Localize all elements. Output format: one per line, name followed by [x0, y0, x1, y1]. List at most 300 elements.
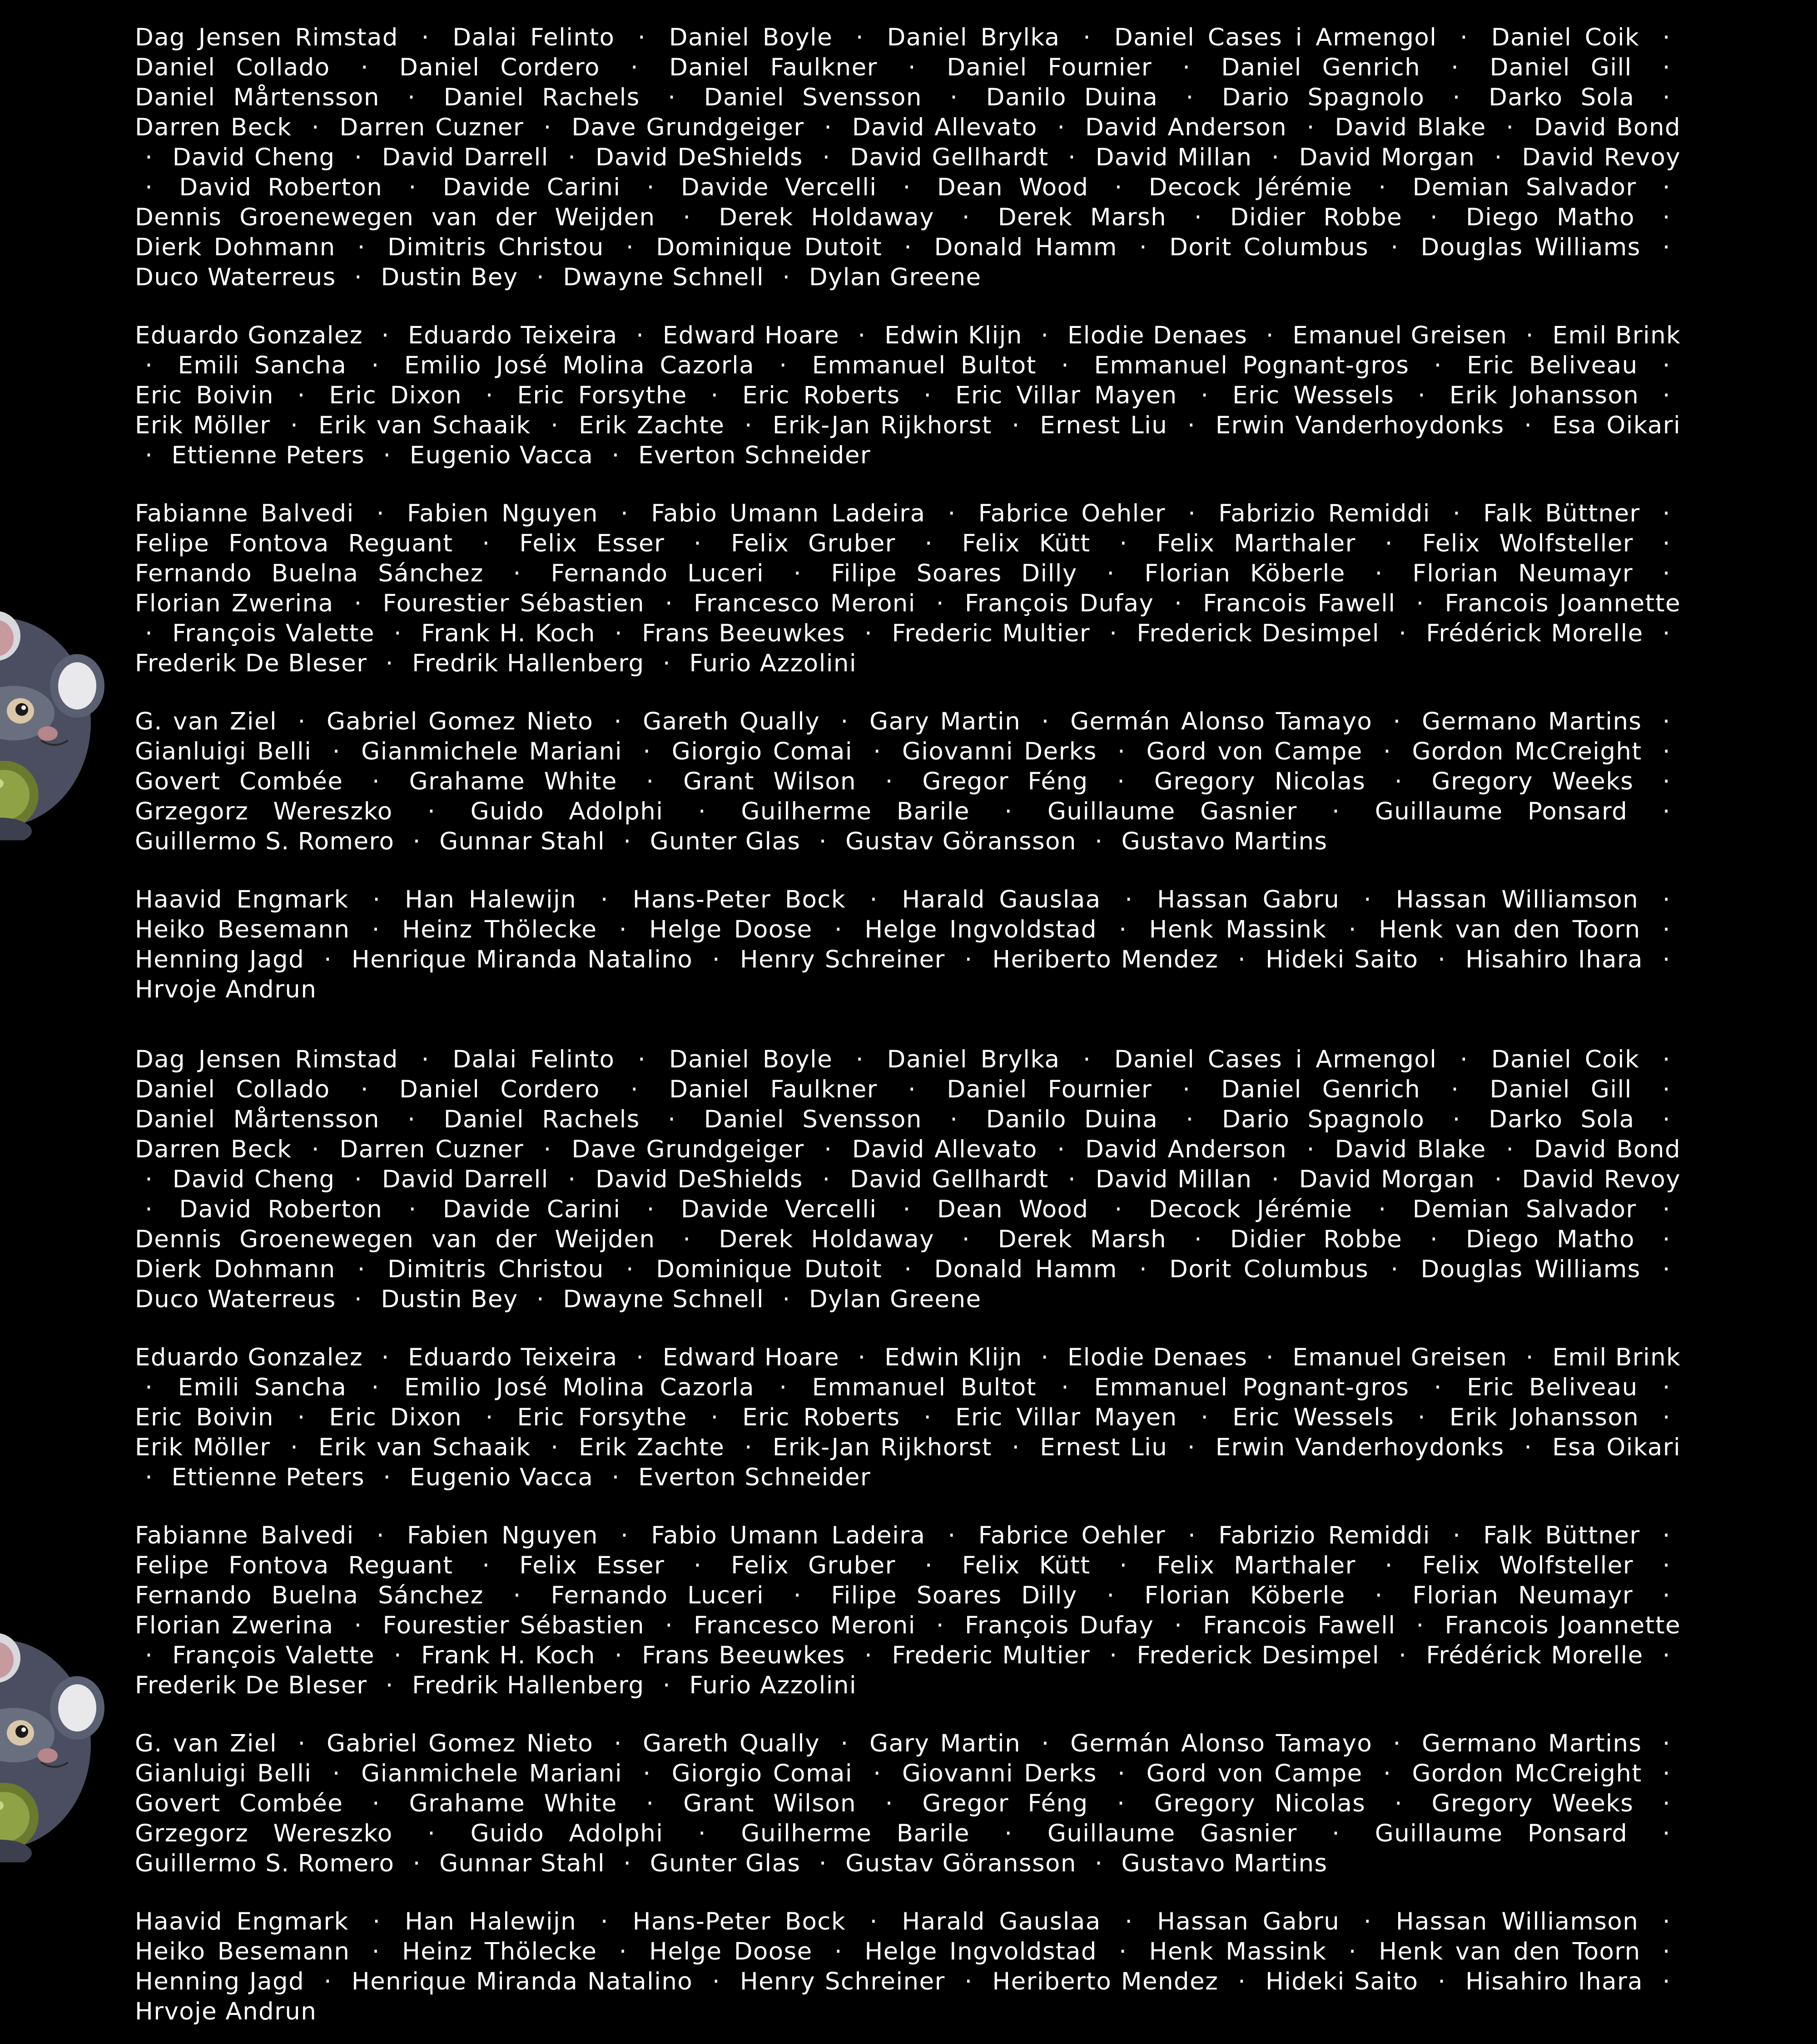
- contributor-name: David Roberton: [179, 174, 383, 201]
- contributor-name: Dierk Dohmann: [135, 1255, 336, 1283]
- contributor-name: Fabrizio Remiddi: [1218, 1522, 1430, 1549]
- contributor-name: Darko Sola: [1489, 1106, 1635, 1133]
- name-separator: ·: [412, 1850, 421, 1877]
- contributor-name: Everton Schneider: [638, 442, 871, 469]
- contributor-name: Fabio Umann Ladeira: [651, 500, 926, 527]
- name-separator: ·: [372, 1908, 381, 1935]
- contributor-name: Erik Johansson: [1449, 382, 1639, 409]
- contributor-name: Henry Schreiner: [740, 1968, 945, 1995]
- contributor-name: Emanuel Greisen: [1292, 322, 1508, 349]
- name-separator: ·: [646, 174, 655, 201]
- contributor-name: Henk Massink: [1149, 916, 1327, 943]
- contributor-name: Felipe Fontova Reguant: [135, 1552, 453, 1579]
- contributor-name: Dario Spagnolo: [1222, 1106, 1425, 1133]
- name-separator: ·: [145, 1374, 154, 1401]
- name-separator: ·: [626, 233, 635, 261]
- contributor-name: Eric Boivin: [135, 1404, 274, 1431]
- name-separator: ·: [145, 352, 154, 379]
- name-separator: ·: [1114, 1196, 1123, 1223]
- name-separator: ·: [354, 1612, 362, 1639]
- name-separator: ·: [1452, 500, 1461, 527]
- contributor-name: Everton Schneider: [638, 1464, 871, 1491]
- contributor-name: Gunter Glas: [650, 828, 801, 855]
- name-separator: ·: [482, 530, 491, 557]
- contributor-name: Daniel Brylka: [887, 24, 1060, 51]
- contributor-name: David Anderson: [1085, 1136, 1287, 1163]
- name-separator: ·: [923, 1404, 932, 1431]
- contributor-name: Felix Marthaler: [1157, 530, 1356, 557]
- name-separator: ·: [908, 54, 917, 81]
- contributor-name: Duco Waterreus: [135, 1285, 336, 1313]
- name-separator: ·: [1662, 54, 1671, 81]
- name-separator: ·: [1662, 1820, 1671, 1847]
- name-separator: ·: [323, 946, 333, 973]
- name-separator: ·: [637, 1046, 646, 1073]
- contributor-name: Filipe Soares Dilly: [831, 1582, 1077, 1609]
- contributor-name: Dennis Groenewegen van der Weijden: [135, 1225, 655, 1253]
- contributor-name: Daniel Gill: [1489, 54, 1632, 81]
- contributor-name: David Gellhardt: [850, 1166, 1049, 1193]
- name-separator: ·: [885, 1790, 894, 1817]
- contributor-name: Daniel Genrich: [1221, 1076, 1421, 1103]
- contributor-name: Govert Combée: [135, 768, 343, 795]
- contributor-name: Daniel Mårtensson: [135, 84, 380, 111]
- contributor-name: Germán Alonso Tamayo: [1070, 708, 1373, 735]
- name-separator: ·: [1662, 500, 1671, 527]
- name-separator: ·: [793, 1582, 802, 1609]
- name-separator: ·: [323, 1968, 333, 1995]
- name-separator: ·: [1238, 946, 1246, 973]
- contributor-name: Donald Hamm: [934, 1255, 1117, 1283]
- contributor-name: Florian Köberle: [1144, 1582, 1345, 1609]
- name-separator: ·: [662, 1672, 671, 1699]
- name-separator: ·: [646, 768, 655, 795]
- name-separator: ·: [1394, 1790, 1403, 1817]
- contributor-name: Frederik De Bleser: [135, 1672, 367, 1699]
- name-separator: ·: [619, 916, 627, 943]
- name-separator: ·: [145, 174, 154, 201]
- contributor-name: Darren Cuzner: [339, 114, 524, 141]
- contributor-name: Demian Salvador: [1412, 1196, 1637, 1223]
- name-separator: ·: [383, 1464, 392, 1491]
- name-separator: ·: [371, 1374, 380, 1401]
- mouse-mascot-icon: [0, 604, 123, 840]
- name-separator: ·: [297, 382, 306, 409]
- contributor-name: Fabrice Oehler: [978, 1522, 1166, 1549]
- contributor-name: Fredrik Hallenberg: [412, 650, 645, 677]
- name-separator: ·: [568, 144, 576, 171]
- contributor-name: Haavid Engmark: [135, 1908, 349, 1935]
- name-separator: ·: [665, 1612, 674, 1639]
- name-separator: ·: [623, 828, 632, 855]
- contributor-name: Diego Matho: [1465, 1225, 1635, 1253]
- name-separator: ·: [1004, 798, 1013, 825]
- name-separator: ·: [908, 1076, 917, 1103]
- contributor-name: Guillaume Ponsard: [1375, 1820, 1628, 1847]
- name-separator: ·: [1068, 1166, 1077, 1193]
- name-separator: ·: [1266, 1344, 1275, 1371]
- name-separator: ·: [1041, 708, 1050, 735]
- name-separator: ·: [1662, 1760, 1671, 1787]
- name-separator: ·: [1187, 1522, 1196, 1549]
- contributor-name: Henk Massink: [1149, 1938, 1327, 1965]
- contributor-name: François Dufay: [964, 1612, 1154, 1639]
- contributor-name: Giovanni Derks: [902, 738, 1097, 765]
- contributor-name: Eduardo Gonzalez: [135, 322, 363, 349]
- name-separator: ·: [1271, 1166, 1280, 1193]
- credits-list: [135, 23, 1681, 1022]
- name-separator: ·: [290, 412, 299, 439]
- contributor-name: Harald Gauslaa: [902, 1908, 1101, 1935]
- name-separator: ·: [698, 1820, 706, 1847]
- name-separator: ·: [903, 1196, 911, 1223]
- contributor-name: Dylan Greene: [809, 1285, 982, 1313]
- name-separator: ·: [834, 1938, 843, 1965]
- contributor-name: David Millan: [1095, 144, 1252, 171]
- name-separator: ·: [1378, 1196, 1387, 1223]
- name-separator: ·: [1430, 203, 1439, 231]
- name-separator: ·: [620, 1522, 629, 1549]
- contributor-name: Francois Joannette: [1445, 1612, 1681, 1639]
- contributor-name: Daniel Cordero: [399, 1076, 600, 1103]
- contributor-name: Daniel Cordero: [399, 54, 600, 81]
- contributor-name: Dylan Greene: [809, 263, 982, 291]
- contributor-name: Dorit Columbus: [1169, 1255, 1369, 1283]
- contributor-name: Erik van Schaaik: [318, 1434, 531, 1461]
- name-separator: ·: [332, 1760, 341, 1787]
- contributor-name: Darren Beck: [135, 1136, 292, 1163]
- name-separator: ·: [668, 1106, 676, 1133]
- name-separator: ·: [873, 1760, 882, 1787]
- contributor-name: Florian Neumayr: [1412, 560, 1633, 587]
- contributor-name: Helge Ingvoldstad: [864, 916, 1097, 943]
- contributor-name: Ettienne Peters: [171, 1464, 365, 1491]
- name-separator: ·: [1393, 1730, 1401, 1757]
- name-separator: ·: [855, 1046, 864, 1073]
- name-separator: ·: [1430, 1225, 1439, 1253]
- credits-group: [135, 885, 1681, 1005]
- contributor-name: Dimitris Christou: [387, 233, 604, 261]
- name-separator: ·: [536, 1285, 545, 1313]
- contributor-name: Guillaume Gasnier: [1047, 1820, 1297, 1847]
- contributor-name: Eric Dixon: [329, 382, 462, 409]
- name-separator: ·: [668, 84, 676, 111]
- contributor-name: Francois Fawell: [1203, 1612, 1396, 1639]
- credits-group: [135, 499, 1681, 679]
- contributor-name: Eugenio Vacca: [409, 1464, 594, 1491]
- contributor-name: Decock Jérémie: [1148, 1196, 1353, 1223]
- contributor-name: Erik van Schaaik: [318, 412, 531, 439]
- contributor-name: Furio Azzolini: [689, 1672, 857, 1699]
- contributor-name: Elodie Denaes: [1067, 1344, 1248, 1371]
- name-separator: ·: [1119, 1938, 1127, 1965]
- name-separator: ·: [936, 1612, 945, 1639]
- contributor-name: Daniel Boyle: [669, 24, 833, 51]
- contributor-name: Florian Zwerina: [135, 590, 334, 617]
- contributor-name: Emmanuel Pognant-gros: [1094, 352, 1410, 379]
- contributor-name: Gary Martin: [869, 708, 1021, 735]
- contributor-name: Emmanuel Pognant-gros: [1094, 1374, 1410, 1401]
- contributor-name: Hideki Saito: [1265, 946, 1419, 973]
- name-separator: ·: [421, 24, 430, 51]
- contributor-name: Frederick Desimpel: [1137, 620, 1380, 647]
- contributor-name: Fourestier Sébastien: [382, 1612, 645, 1639]
- name-separator: ·: [636, 1344, 645, 1371]
- name-separator: ·: [1201, 382, 1209, 409]
- contributor-name: Grahame White: [409, 768, 617, 795]
- contributor-name: Douglas Williams: [1420, 233, 1641, 261]
- contributor-name: Florian Neumayr: [1412, 1582, 1633, 1609]
- contributor-name: Felix Esser: [519, 530, 665, 557]
- contributor-name: Emilio José Molina Cazorla: [404, 1374, 755, 1401]
- name-separator: ·: [1119, 530, 1128, 557]
- name-separator: ·: [311, 1136, 320, 1163]
- contributor-name: Francesco Meroni: [693, 1612, 916, 1639]
- contributor-name: Dag Jensen Rimstad: [135, 24, 398, 51]
- name-separator: ·: [1383, 738, 1392, 765]
- name-separator: ·: [698, 798, 706, 825]
- name-separator: ·: [694, 530, 702, 557]
- contributor-name: Henk van den Toorn: [1379, 1938, 1641, 1965]
- name-separator: ·: [1416, 590, 1425, 617]
- name-separator: ·: [637, 24, 646, 51]
- contributor-name: Guido Adolphi: [470, 1820, 664, 1847]
- contributor-name: Hrvoje Andrun: [135, 1998, 317, 2025]
- name-separator: ·: [1095, 828, 1103, 855]
- name-separator: ·: [950, 84, 958, 111]
- contributor-name: David Darrell: [382, 1166, 549, 1193]
- contributor-name: David Allevato: [852, 1136, 1038, 1163]
- name-separator: ·: [371, 352, 380, 379]
- contributor-name: Fabrizio Remiddi: [1218, 500, 1430, 527]
- name-separator: ·: [1041, 322, 1049, 349]
- contributor-name: Emmanuel Bultot: [812, 352, 1037, 379]
- name-separator: ·: [1417, 382, 1426, 409]
- name-separator: ·: [372, 1790, 381, 1817]
- name-separator: ·: [822, 1166, 831, 1193]
- contributor-name: Filipe Soares Dilly: [831, 560, 1077, 587]
- name-separator: ·: [819, 1850, 827, 1877]
- name-separator: ·: [1083, 24, 1092, 51]
- contributor-name: Heinz Thölecke: [402, 1938, 597, 1965]
- contributor-name: Fabien Nguyen: [407, 500, 598, 527]
- name-separator: ·: [298, 708, 306, 735]
- contributor-name: Erwin Vanderhoydonks: [1215, 1434, 1504, 1461]
- name-separator: ·: [1452, 84, 1461, 111]
- name-separator: ·: [793, 560, 802, 587]
- contributor-name: Daniel Collado: [135, 54, 330, 81]
- contributor-name: G. van Ziel: [135, 1730, 277, 1757]
- contributor-name: Daniel Gill: [1489, 1076, 1632, 1103]
- name-separator: ·: [297, 1404, 306, 1431]
- contributor-name: Erik Johansson: [1449, 1404, 1639, 1431]
- contributor-name: Eric Beliveau: [1467, 352, 1638, 379]
- name-separator: ·: [551, 412, 559, 439]
- name-separator: ·: [407, 84, 416, 111]
- contributor-name: Dean Wood: [937, 1196, 1089, 1223]
- name-separator: ·: [1662, 233, 1671, 261]
- contributor-name: Emili Sancha: [178, 352, 347, 379]
- name-separator: ·: [962, 1225, 970, 1253]
- name-separator: ·: [1012, 412, 1020, 439]
- contributor-name: Gregor Féng: [922, 768, 1088, 795]
- contributor-name: Dalai Felinto: [452, 1046, 615, 1073]
- contributor-name: Dominique Dutoit: [656, 1255, 883, 1283]
- name-separator: ·: [646, 1196, 655, 1223]
- name-separator: ·: [1524, 412, 1533, 439]
- contributor-name: Gareth Qually: [643, 708, 820, 735]
- name-separator: ·: [1332, 1820, 1340, 1847]
- name-separator: ·: [360, 54, 369, 81]
- name-separator: ·: [1662, 530, 1671, 557]
- name-separator: ·: [1662, 382, 1671, 409]
- name-separator: ·: [873, 738, 882, 765]
- name-separator: ·: [744, 412, 753, 439]
- name-separator: ·: [779, 352, 788, 379]
- name-separator: ·: [683, 1225, 691, 1253]
- contributor-name: Helge Doose: [649, 916, 813, 943]
- contributor-name: Eric Boivin: [135, 382, 274, 409]
- contributor-name: Hisahiro Ihara: [1465, 1968, 1643, 1995]
- name-separator: ·: [1385, 1552, 1393, 1579]
- contributor-name: Erik Möller: [135, 1434, 271, 1461]
- contributor-name: Grant Wilson: [683, 768, 857, 795]
- name-separator: ·: [1375, 1582, 1383, 1609]
- name-separator: ·: [824, 1136, 833, 1163]
- contributor-name: Henning Jagd: [135, 946, 305, 973]
- name-separator: ·: [1662, 1582, 1671, 1609]
- name-separator: ·: [1662, 1076, 1671, 1103]
- contributor-name: Hassan Williamson: [1395, 1908, 1639, 1935]
- contributor-name: Erik-Jan Rijkhorst: [772, 1434, 992, 1461]
- contributor-name: Erik-Jan Rijkhorst: [772, 412, 992, 439]
- contributor-name: Daniel Svensson: [704, 1106, 922, 1133]
- contributor-name: Esa Oikari: [1552, 412, 1681, 439]
- name-separator: ·: [1506, 1136, 1514, 1163]
- name-separator: ·: [1662, 560, 1671, 587]
- contributor-name: Dave Grundgeiger: [571, 114, 804, 141]
- name-separator: ·: [1390, 233, 1399, 261]
- name-separator: ·: [924, 530, 933, 557]
- contributor-name: Florian Zwerina: [135, 1612, 334, 1639]
- contributor-name: David Darrell: [382, 144, 549, 171]
- name-separator: ·: [782, 263, 791, 291]
- contributor-name: Heriberto Mendez: [992, 1968, 1219, 1995]
- contributor-name: Daniel Faulkner: [669, 54, 878, 81]
- contributor-name: Guillermo S. Romero: [135, 1850, 395, 1877]
- name-separator: ·: [1662, 174, 1671, 201]
- name-separator: ·: [513, 1582, 521, 1609]
- contributor-name: Gunnar Stahl: [439, 828, 606, 855]
- name-separator: ·: [1187, 412, 1196, 439]
- name-separator: ·: [145, 1642, 154, 1669]
- name-separator: ·: [354, 1166, 363, 1193]
- contributor-name: Erwin Vanderhoydonks: [1215, 412, 1504, 439]
- name-separator: ·: [948, 1522, 956, 1549]
- contributor-name: Germano Martins: [1422, 1730, 1642, 1757]
- contributor-name: Edward Hoare: [662, 1344, 839, 1371]
- contributor-name: Frederik De Bleser: [135, 650, 367, 677]
- contributor-name: Darren Beck: [135, 114, 292, 141]
- name-separator: ·: [1271, 144, 1280, 171]
- name-separator: ·: [1057, 114, 1066, 141]
- contributor-name: Giorgio Comai: [671, 738, 853, 765]
- name-separator: ·: [354, 1285, 363, 1313]
- name-separator: ·: [1107, 1582, 1115, 1609]
- name-separator: ·: [1117, 1760, 1126, 1787]
- name-separator: ·: [385, 650, 394, 677]
- name-separator: ·: [694, 1552, 702, 1579]
- name-separator: ·: [710, 382, 719, 409]
- name-separator: ·: [1662, 1642, 1671, 1669]
- contributor-name: Gordon McCreight: [1412, 738, 1642, 765]
- name-separator: ·: [1174, 1612, 1183, 1639]
- name-separator: ·: [600, 1908, 609, 1935]
- name-separator: ·: [1434, 1374, 1442, 1401]
- contributor-name: Eric Wessels: [1232, 382, 1395, 409]
- name-separator: ·: [408, 1196, 417, 1223]
- contributor-name: Dean Wood: [937, 174, 1089, 201]
- contributor-name: Daniel Coik: [1491, 24, 1640, 51]
- name-separator: ·: [372, 1938, 380, 1965]
- name-separator: ·: [1238, 1968, 1246, 1995]
- name-separator: ·: [1662, 352, 1671, 379]
- credits-group: [135, 23, 1681, 293]
- name-separator: ·: [822, 144, 831, 171]
- contributor-name: Darren Cuzner: [339, 1136, 524, 1163]
- name-separator: ·: [1662, 1522, 1671, 1549]
- name-separator: ·: [485, 1404, 494, 1431]
- contributor-name: Gustav Göransson: [845, 828, 1077, 855]
- name-separator: ·: [1117, 768, 1126, 795]
- name-separator: ·: [372, 916, 380, 943]
- name-separator: ·: [1451, 1076, 1460, 1103]
- contributor-name: Ernest Liu: [1040, 412, 1168, 439]
- name-separator: ·: [1662, 886, 1671, 913]
- contributor-name: Helge Ingvoldstad: [864, 1938, 1097, 1965]
- name-separator: ·: [381, 1344, 390, 1371]
- contributor-name: David Cheng: [172, 1166, 335, 1193]
- contributor-name: Gabriel Gomez Nieto: [326, 1730, 594, 1757]
- name-separator: ·: [408, 174, 417, 201]
- contributor-name: Derek Holdaway: [719, 203, 934, 231]
- name-separator: ·: [643, 738, 651, 765]
- name-separator: ·: [964, 946, 973, 973]
- name-separator: ·: [1061, 1374, 1070, 1401]
- name-separator: ·: [600, 886, 609, 913]
- name-separator: ·: [626, 1255, 635, 1283]
- name-separator: ·: [1662, 1790, 1671, 1817]
- name-separator: ·: [1662, 738, 1671, 765]
- contributor-name: Germano Martins: [1422, 708, 1642, 735]
- name-separator: ·: [1119, 1552, 1128, 1579]
- contributor-name: Edward Hoare: [662, 322, 839, 349]
- name-separator: ·: [1662, 1374, 1671, 1401]
- contributor-name: Fernando Buelna Sánchez: [135, 560, 484, 587]
- name-separator: ·: [1385, 530, 1393, 557]
- contributor-name: Fabianne Balvedi: [135, 500, 354, 527]
- contributor-name: Dalai Felinto: [452, 24, 615, 51]
- name-separator: ·: [1662, 84, 1671, 111]
- name-separator: ·: [393, 620, 402, 647]
- contributor-name: Eric Forsythe: [517, 1404, 687, 1431]
- contributor-name: Danilo Duina: [986, 84, 1158, 111]
- name-separator: ·: [620, 500, 629, 527]
- name-separator: ·: [482, 1552, 491, 1579]
- contributor-name: Fabrice Oehler: [978, 500, 1166, 527]
- contributor-name: Ernest Liu: [1040, 1434, 1168, 1461]
- name-separator: ·: [357, 233, 366, 261]
